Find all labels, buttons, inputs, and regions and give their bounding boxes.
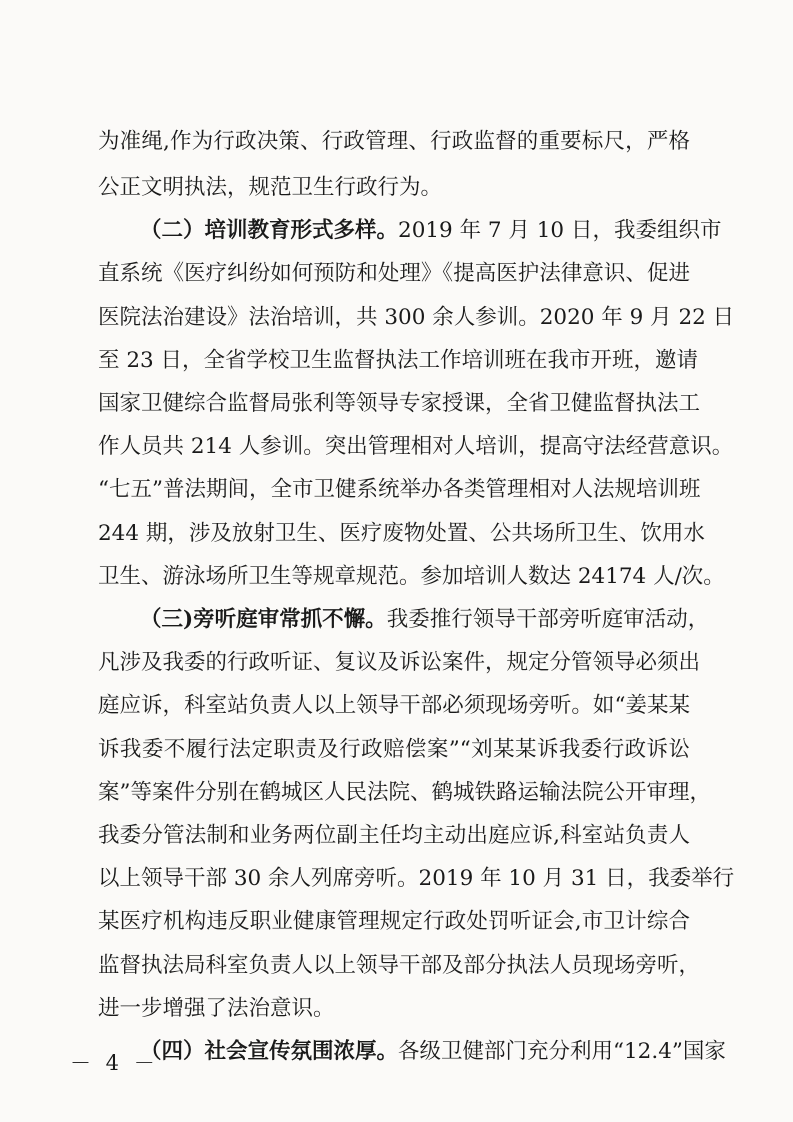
body-text-line (98, 514, 705, 554)
body-text-line (98, 557, 725, 597)
line-text: 诉我委不履行法定职责及行政赔偿案”“刘某某诉我委行政诉讼 (98, 736, 690, 762)
line-text: 凡涉及我委的行政听证、复议及诉讼案件，规定分管领导必须出 (98, 650, 701, 676)
body-text-line (98, 341, 699, 381)
body-text-line (98, 427, 734, 467)
line-text: 2019 年 7 月 10 日，我委组织市 (398, 218, 722, 244)
body-text-line (98, 470, 701, 510)
section-heading: （三)旁听庭审常抓不懈。 (140, 607, 387, 632)
line-text: 卫生、游泳场所卫生等规章规范。参加培训人数达 24174 人/次。 (98, 563, 725, 589)
line-text: 医院法治建设》法治培训，共 300 余人参训。2020 年 9 月 22 日 (98, 304, 735, 330)
line-text: 庭应诉，科室站负责人以上领导干部必须现场旁听。如“姜某某 (98, 693, 690, 719)
body-text-line (98, 773, 711, 813)
line-text: 公正文明执法，规范卫生行政行为。 (98, 175, 443, 200)
section-heading-line (140, 1032, 726, 1072)
line-text: 案”等案件分别在鹤城区人民法院、鹤城铁路运输法院公开审理， (98, 779, 711, 805)
body-text-line (98, 902, 690, 942)
line-text: 某医疗机构违反职业健康管理规定行政处罚听证会,市卫计综合 (98, 909, 690, 935)
line-text: 我委分管法制和业务两位副主任均主动出庭应诉,科室站负责人 (98, 823, 690, 848)
line-text: 244 期，涉及放射卫生、医疗废物处置、公共场所卫生、饮用水 (98, 520, 705, 546)
line-text: 至 23 日，全省学校卫生监督执法工作培训班在我市开班，邀请 (98, 347, 699, 373)
body-text-line (98, 122, 690, 162)
body-text-line (98, 254, 690, 294)
section-heading-line (140, 211, 722, 251)
line-text: “七五”普法期间，全市卫健系统举办各类管理相对人法规培训班 (98, 477, 701, 503)
body-text-line (98, 384, 701, 424)
line-text: 作人员共 214 人参训。突出管理相对人培训，提高守法经营意识。 (98, 434, 734, 460)
body-text-line (98, 298, 735, 338)
body-text-line (98, 946, 701, 986)
line-text: 进一步增强了法治意识。 (98, 995, 335, 1021)
line-text: 监督执法局科室负责人以上领导干部及部分执法人员现场旁听， (98, 952, 701, 978)
section-heading-line (140, 600, 710, 640)
body-text-line (98, 989, 690, 1029)
body-text-line (98, 168, 690, 208)
line-text: 为准绳,作为行政决策、行政管理、行政监督的重要标尺，严格 (98, 129, 690, 154)
line-text: 国家卫健综合监督局张利等领导专家授课，全省卫健监督执法工 (98, 391, 701, 416)
line-text: 各级卫健部门充分利用“12.4”国家 (398, 1039, 726, 1064)
line-text: 以上领导干部 30 余人列席旁听。2019 年 10 月 31 日，我委举行 (98, 866, 735, 892)
line-text: 我委推行领导干部旁听庭审活动， (386, 607, 710, 632)
body-text-line (98, 816, 690, 856)
body-text-line (98, 686, 690, 726)
page-number: － 4 － (70, 1051, 159, 1075)
body-text-line (98, 730, 690, 770)
body-text-line (98, 643, 701, 683)
body-text-line (98, 859, 735, 899)
line-text: 直系统《医疗纠纷如何预防和处理》《提高医护法律意识、促进 (98, 261, 690, 287)
section-heading: （四）社会宣传氛围浓厚。 (140, 1039, 399, 1064)
section-heading: （二）培训教育形式多样。 (140, 218, 399, 244)
